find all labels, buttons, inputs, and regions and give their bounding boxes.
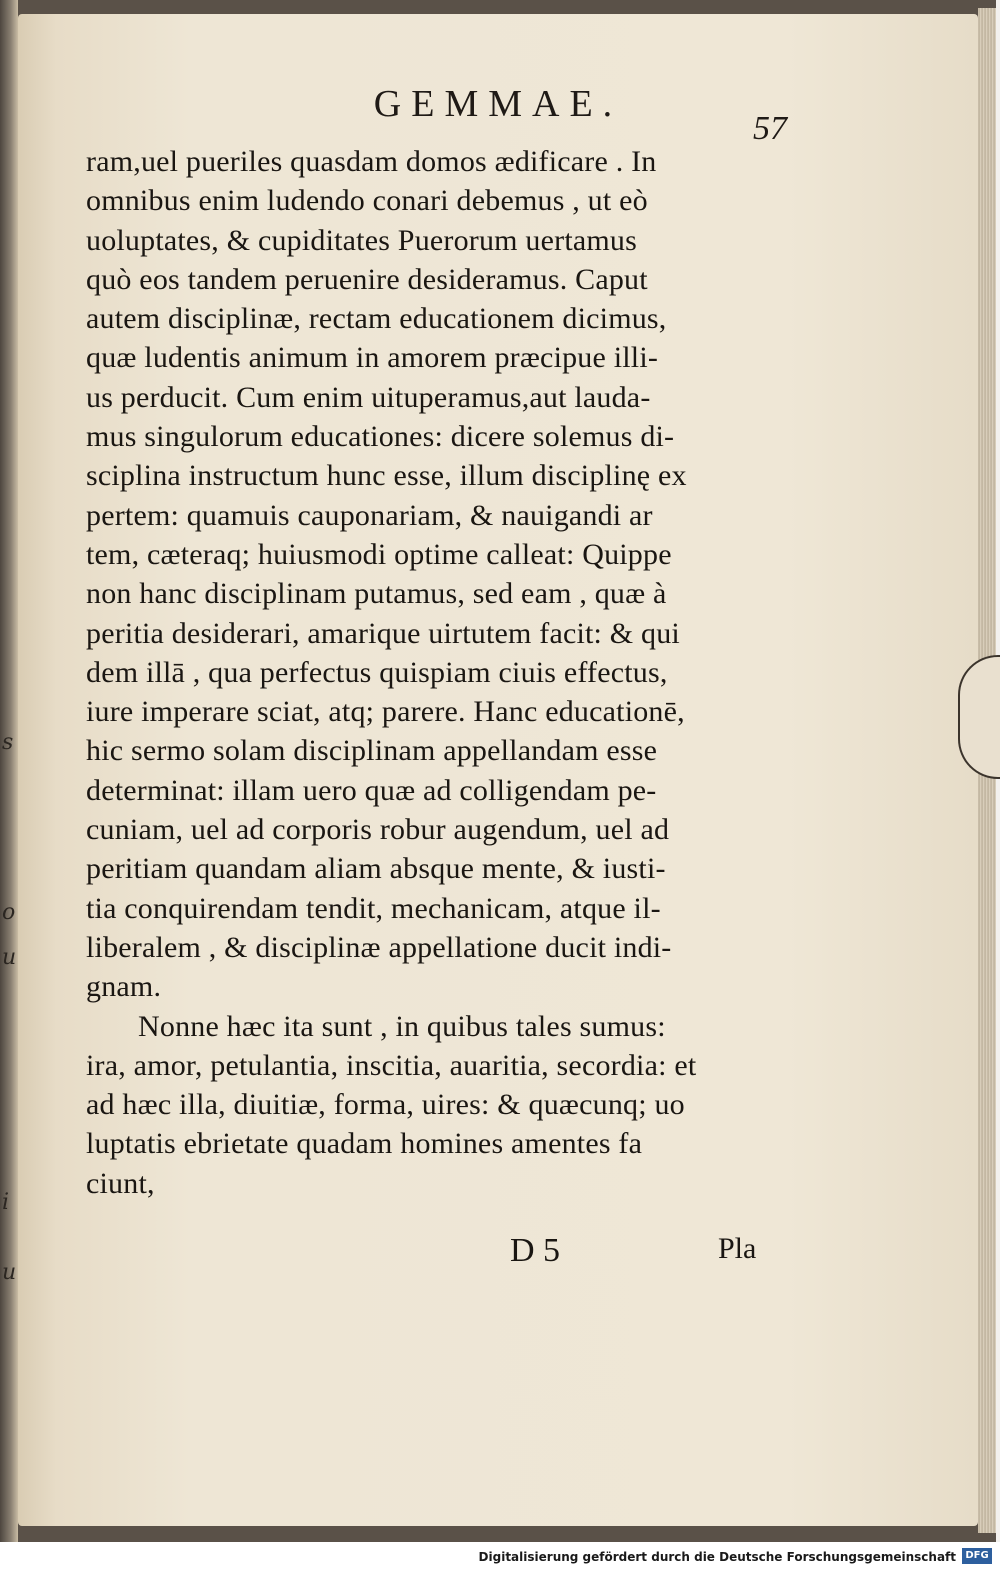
gutter-fragment: s	[2, 730, 14, 755]
text-line: ad hæc illa, diuitiæ, forma, uires: & quæcunq; uo	[86, 1088, 685, 1122]
funding-credit: Digitalisierung gefördert durch die Deutsche Forschungsgemeinschaft	[478, 1550, 956, 1564]
page-foot	[18, 1232, 978, 1282]
text-line: luptatis ebrietate quadam homines amentes fa	[86, 1127, 643, 1161]
text-line: cuniam, uel ad corporis robur augendum, uel ad	[86, 813, 670, 847]
text-line: iure imperare sciat, atq; parere. Hanc educationē,	[86, 695, 685, 729]
text-line: omnibus enim ludendo conari debemus , ut eò	[86, 184, 648, 218]
text-line: Nonne hæc ita sunt , in quibus tales sumus:	[138, 1009, 666, 1043]
signature-mark: D 5	[510, 1232, 561, 1269]
gutter-fragment: o	[2, 900, 16, 925]
text-line: gnam.	[86, 970, 162, 1004]
text-line: sciplina instructum hunc esse, illum disciplinę ex	[86, 459, 687, 493]
text-line: uoluptates, & cupiditates Puerorum uertamus	[86, 223, 637, 257]
text-line: tem, cæteraq; huiusmodi optime calleat: Quippe	[86, 537, 672, 571]
text-line: pertem: quamuis cauponariam, & nauigandi ar	[86, 498, 653, 532]
dfg-logo-icon: DFG	[962, 1548, 992, 1564]
text-line: us perducit. Cum enim uituperamus,aut lauda-	[86, 380, 651, 414]
text-line: determinat: illam uero quæ ad colligendam pe-	[86, 773, 657, 807]
text-line: non hanc disciplinam putamus, sed eam , quæ à	[86, 577, 667, 611]
text-line: quò eos tandem peruenire desideramus. Caput	[86, 262, 648, 296]
page-number: 57	[753, 110, 787, 147]
text-line: peritia desiderari, amarique uirtutem facit: & qui	[86, 616, 680, 650]
digitization-footer	[0, 1542, 1000, 1574]
gutter-fragment: u	[2, 1260, 17, 1285]
text-line: mus singulorum educationes: dicere solemus di-	[86, 420, 675, 454]
text-line: quæ ludentis animum in amorem præcipue illi-	[86, 341, 659, 375]
book-page	[18, 14, 978, 1526]
text-line: tia conquirendam tendit, mechanicam, atque il-	[86, 891, 661, 925]
text-line: dem illā , qua perfectus quispiam ciuis effectus,	[86, 655, 668, 689]
gutter-fragment: i	[2, 1190, 10, 1215]
text-line: ira, amor, petulantia, inscitia, auaritia, secordia: et	[86, 1048, 697, 1082]
text-line: hic sermo solam disciplinam appellandam esse	[86, 734, 658, 768]
gutter-fragment: u	[2, 945, 17, 970]
running-head: GEMMAE.	[373, 83, 623, 125]
text-line: autem disciplinæ, rectam educationem dicimus,	[86, 302, 667, 336]
body-text	[86, 142, 816, 1203]
catchword: Pla	[718, 1232, 757, 1265]
page-clip-tab	[958, 655, 1000, 779]
text-line: ram,uel pueriles quasdam domos ædificare . In	[86, 145, 657, 178]
text-line: ciunt,	[86, 1166, 155, 1200]
text-line: liberalem , & disciplinæ appellatione ducit indi-	[86, 930, 672, 964]
facing-page-gutter	[0, 0, 18, 1542]
text-line: peritiam quandam aliam absque mente, & iusti-	[86, 852, 666, 886]
